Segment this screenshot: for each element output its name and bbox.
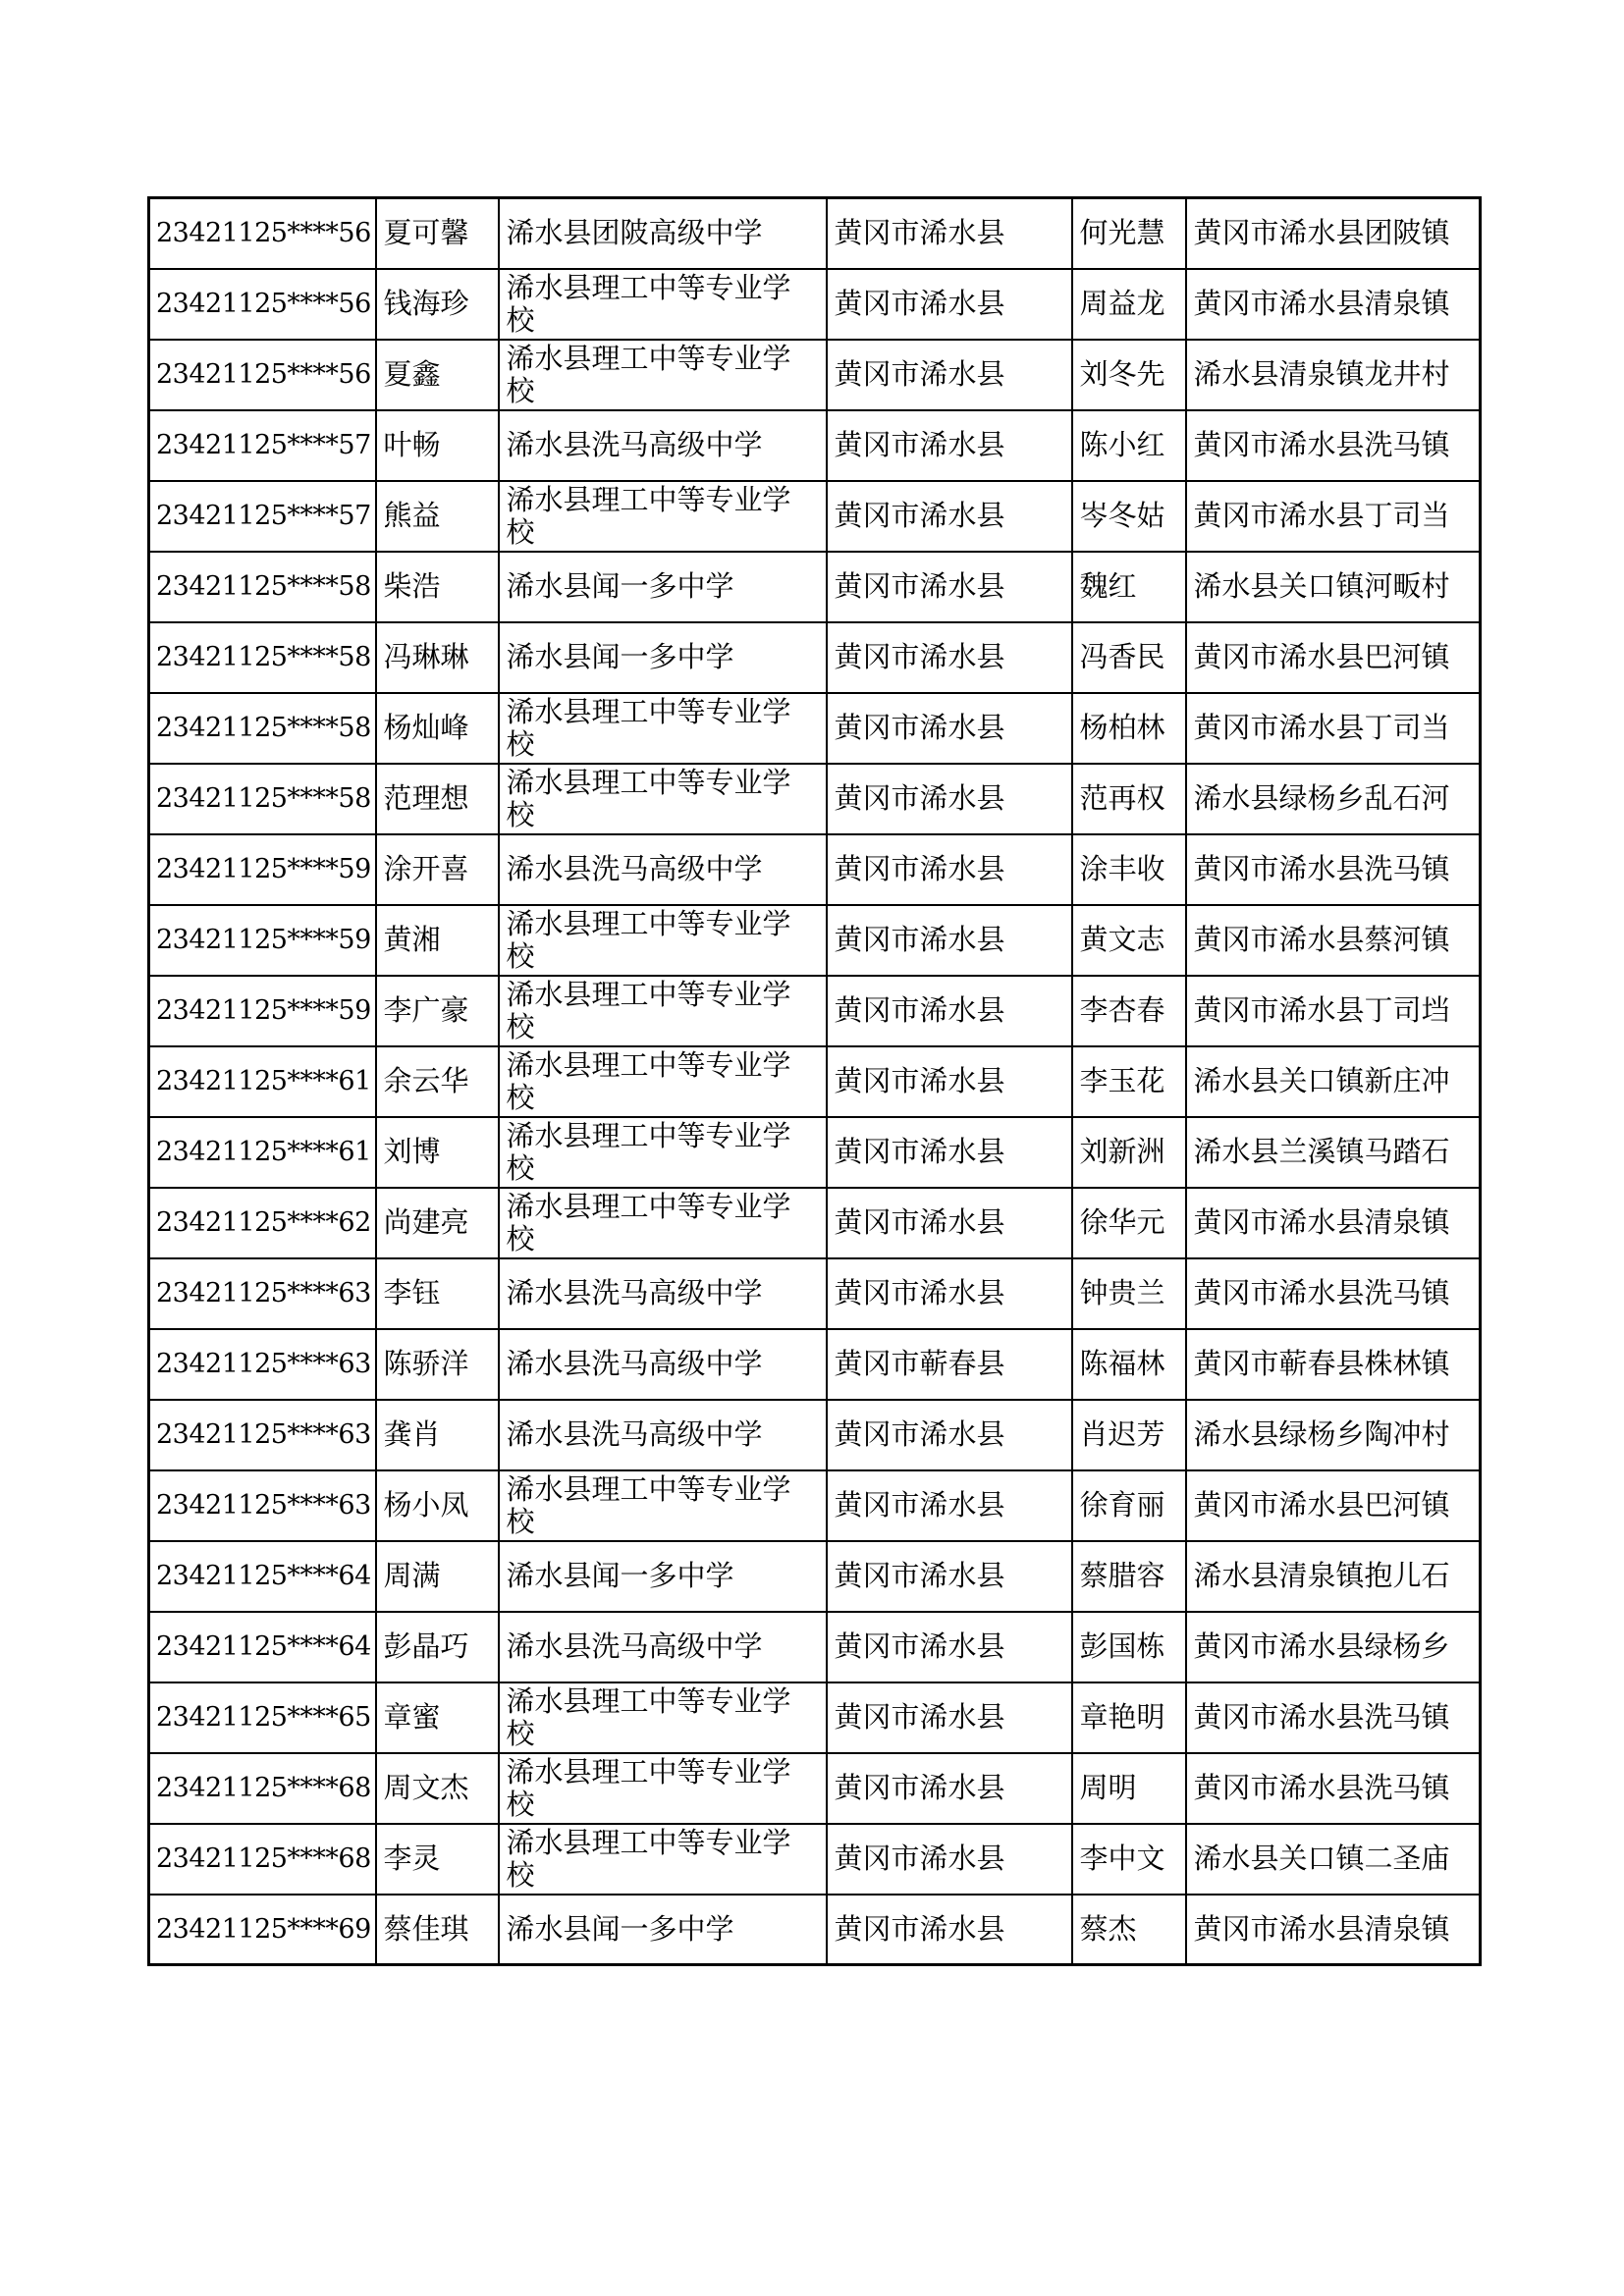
guardian-name-cell: 徐华元 <box>1072 1188 1186 1258</box>
table-row <box>149 976 1481 1046</box>
school-cell: 浠水县理工中等专业学校 <box>499 1117 827 1188</box>
guardian-name-cell: 陈福林 <box>1072 1329 1186 1400</box>
table-row <box>149 1753 1481 1824</box>
guardian-name-cell: 冯香民 <box>1072 622 1186 693</box>
id-number-cell: 23421125****59 <box>149 905 376 976</box>
student-name-cell: 李广豪 <box>376 976 499 1046</box>
id-number-cell: 23421125****63 <box>149 1400 376 1470</box>
table-row <box>149 1612 1481 1682</box>
school-cell: 浠水县闻一多中学 <box>499 552 827 622</box>
address-cell: 黄冈市浠水县清泉镇 <box>1186 1895 1481 1965</box>
student-name-cell: 蔡佳琪 <box>376 1895 499 1965</box>
region-cell: 黄冈市浠水县 <box>827 1682 1072 1753</box>
id-number-cell: 23421125****64 <box>149 1541 376 1612</box>
id-number-cell: 23421125****56 <box>149 269 376 340</box>
school-cell: 浠水县洗马高级中学 <box>499 1612 827 1682</box>
id-number-cell: 23421125****59 <box>149 976 376 1046</box>
student-name-cell: 李灵 <box>376 1824 499 1895</box>
address-cell: 黄冈市蕲春县株林镇 <box>1186 1329 1481 1400</box>
region-cell: 黄冈市浠水县 <box>827 1895 1072 1965</box>
region-cell: 黄冈市浠水县 <box>827 1258 1072 1329</box>
student-name-cell: 冯琳琳 <box>376 622 499 693</box>
student-name-cell: 范理想 <box>376 764 499 834</box>
region-cell: 黄冈市浠水县 <box>827 693 1072 764</box>
school-cell: 浠水县理工中等专业学校 <box>499 1682 827 1753</box>
table-row <box>149 198 1481 269</box>
guardian-name-cell: 周益龙 <box>1072 269 1186 340</box>
student-name-cell: 黄湘 <box>376 905 499 976</box>
id-number-cell: 23421125****58 <box>149 622 376 693</box>
id-number-cell: 23421125****69 <box>149 1895 376 1965</box>
school-cell: 浠水县闻一多中学 <box>499 622 827 693</box>
id-number-cell: 23421125****58 <box>149 693 376 764</box>
address-cell: 黄冈市浠水县清泉镇 <box>1186 1188 1481 1258</box>
address-cell: 黄冈市浠水县洗马镇 <box>1186 1753 1481 1824</box>
table-row <box>149 1046 1481 1117</box>
address-cell: 黄冈市浠水县蔡河镇 <box>1186 905 1481 976</box>
school-cell: 浠水县洗马高级中学 <box>499 1400 827 1470</box>
guardian-name-cell: 蔡杰 <box>1072 1895 1186 1965</box>
student-name-cell: 涂开喜 <box>376 834 499 905</box>
student-name-cell: 彭晶巧 <box>376 1612 499 1682</box>
region-cell: 黄冈市浠水县 <box>827 1046 1072 1117</box>
id-number-cell: 23421125****57 <box>149 481 376 552</box>
region-cell: 黄冈市浠水县 <box>827 834 1072 905</box>
id-number-cell: 23421125****65 <box>149 1682 376 1753</box>
student-name-cell: 尚建亮 <box>376 1188 499 1258</box>
student-name-cell: 杨灿峰 <box>376 693 499 764</box>
id-number-cell: 23421125****58 <box>149 552 376 622</box>
table-row <box>149 1470 1481 1541</box>
guardian-name-cell: 杨柏林 <box>1072 693 1186 764</box>
table-row <box>149 481 1481 552</box>
school-cell: 浠水县理工中等专业学校 <box>499 1824 827 1895</box>
guardian-name-cell: 何光慧 <box>1072 198 1186 269</box>
student-table-body <box>149 198 1481 1965</box>
address-cell: 黄冈市浠水县清泉镇 <box>1186 269 1481 340</box>
guardian-name-cell: 肖迟芳 <box>1072 1400 1186 1470</box>
student-name-cell: 余云华 <box>376 1046 499 1117</box>
id-number-cell: 23421125****61 <box>149 1117 376 1188</box>
guardian-name-cell: 刘冬先 <box>1072 340 1186 410</box>
school-cell: 浠水县理工中等专业学校 <box>499 481 827 552</box>
region-cell: 黄冈市浠水县 <box>827 1541 1072 1612</box>
table-row <box>149 1329 1481 1400</box>
id-number-cell: 23421125****56 <box>149 340 376 410</box>
table-row <box>149 834 1481 905</box>
region-cell: 黄冈市浠水县 <box>827 481 1072 552</box>
school-cell: 浠水县洗马高级中学 <box>499 410 827 481</box>
school-cell: 浠水县闻一多中学 <box>499 1541 827 1612</box>
region-cell: 黄冈市浠水县 <box>827 976 1072 1046</box>
address-cell: 黄冈市浠水县洗马镇 <box>1186 1682 1481 1753</box>
id-number-cell: 23421125****57 <box>149 410 376 481</box>
table-row <box>149 1895 1481 1965</box>
student-name-cell: 叶畅 <box>376 410 499 481</box>
guardian-name-cell: 周明 <box>1072 1753 1186 1824</box>
table-row <box>149 1682 1481 1753</box>
address-cell: 浠水县兰溪镇马踏石 <box>1186 1117 1481 1188</box>
guardian-name-cell: 章艳明 <box>1072 1682 1186 1753</box>
address-cell: 黄冈市浠水县巴河镇 <box>1186 622 1481 693</box>
table-row <box>149 1541 1481 1612</box>
student-name-cell: 李钰 <box>376 1258 499 1329</box>
region-cell: 黄冈市蕲春县 <box>827 1329 1072 1400</box>
id-number-cell: 23421125****68 <box>149 1824 376 1895</box>
student-name-cell: 周文杰 <box>376 1753 499 1824</box>
region-cell: 黄冈市浠水县 <box>827 410 1072 481</box>
region-cell: 黄冈市浠水县 <box>827 764 1072 834</box>
region-cell: 黄冈市浠水县 <box>827 905 1072 976</box>
region-cell: 黄冈市浠水县 <box>827 269 1072 340</box>
guardian-name-cell: 李中文 <box>1072 1824 1186 1895</box>
table-row <box>149 905 1481 976</box>
student-name-cell: 钱海珍 <box>376 269 499 340</box>
school-cell: 浠水县理工中等专业学校 <box>499 1188 827 1258</box>
region-cell: 黄冈市浠水县 <box>827 622 1072 693</box>
guardian-name-cell: 岑冬姑 <box>1072 481 1186 552</box>
table-row <box>149 1400 1481 1470</box>
id-number-cell: 23421125****59 <box>149 834 376 905</box>
student-name-cell: 陈骄洋 <box>376 1329 499 1400</box>
id-number-cell: 23421125****61 <box>149 1046 376 1117</box>
guardian-name-cell: 魏红 <box>1072 552 1186 622</box>
region-cell: 黄冈市浠水县 <box>827 1824 1072 1895</box>
guardian-name-cell: 李玉花 <box>1072 1046 1186 1117</box>
school-cell: 浠水县理工中等专业学校 <box>499 764 827 834</box>
table-row <box>149 1188 1481 1258</box>
region-cell: 黄冈市浠水县 <box>827 1188 1072 1258</box>
id-number-cell: 23421125****63 <box>149 1470 376 1541</box>
id-number-cell: 23421125****63 <box>149 1258 376 1329</box>
school-cell: 浠水县理工中等专业学校 <box>499 269 827 340</box>
address-cell: 浠水县清泉镇抱儿石 <box>1186 1541 1481 1612</box>
address-cell: 黄冈市浠水县洗马镇 <box>1186 834 1481 905</box>
address-cell: 黄冈市浠水县丁司垱 <box>1186 976 1481 1046</box>
address-cell: 黄冈市浠水县团陂镇 <box>1186 198 1481 269</box>
id-number-cell: 23421125****68 <box>149 1753 376 1824</box>
id-number-cell: 23421125****64 <box>149 1612 376 1682</box>
region-cell: 黄冈市浠水县 <box>827 1400 1072 1470</box>
table-row <box>149 764 1481 834</box>
guardian-name-cell: 钟贵兰 <box>1072 1258 1186 1329</box>
student-name-cell: 夏鑫 <box>376 340 499 410</box>
address-cell: 浠水县关口镇新庄冲 <box>1186 1046 1481 1117</box>
student-name-cell: 刘博 <box>376 1117 499 1188</box>
table-row <box>149 622 1481 693</box>
table-row <box>149 410 1481 481</box>
guardian-name-cell: 涂丰收 <box>1072 834 1186 905</box>
address-cell: 浠水县绿杨乡陶冲村 <box>1186 1400 1481 1470</box>
address-cell: 黄冈市浠水县丁司当 <box>1186 693 1481 764</box>
school-cell: 浠水县理工中等专业学校 <box>499 1753 827 1824</box>
guardian-name-cell: 徐育丽 <box>1072 1470 1186 1541</box>
guardian-name-cell: 蔡腊容 <box>1072 1541 1186 1612</box>
id-number-cell: 23421125****63 <box>149 1329 376 1400</box>
school-cell: 浠水县理工中等专业学校 <box>499 976 827 1046</box>
region-cell: 黄冈市浠水县 <box>827 340 1072 410</box>
school-cell: 浠水县闻一多中学 <box>499 1895 827 1965</box>
address-cell: 浠水县绿杨乡乱石河 <box>1186 764 1481 834</box>
school-cell: 浠水县理工中等专业学校 <box>499 1470 827 1541</box>
student-name-cell: 杨小凤 <box>376 1470 499 1541</box>
student-name-cell: 夏可馨 <box>376 198 499 269</box>
school-cell: 浠水县洗马高级中学 <box>499 1258 827 1329</box>
address-cell: 浠水县关口镇河畈村 <box>1186 552 1481 622</box>
school-cell: 浠水县洗马高级中学 <box>499 834 827 905</box>
address-cell: 黄冈市浠水县洗马镇 <box>1186 410 1481 481</box>
school-cell: 浠水县理工中等专业学校 <box>499 905 827 976</box>
region-cell: 黄冈市浠水县 <box>827 1612 1072 1682</box>
student-name-cell: 龚肖 <box>376 1400 499 1470</box>
region-cell: 黄冈市浠水县 <box>827 198 1072 269</box>
school-cell: 浠水县理工中等专业学校 <box>499 1046 827 1117</box>
school-cell: 浠水县理工中等专业学校 <box>499 340 827 410</box>
address-cell: 黄冈市浠水县丁司当 <box>1186 481 1481 552</box>
school-cell: 浠水县理工中等专业学校 <box>499 693 827 764</box>
guardian-name-cell: 李杏春 <box>1072 976 1186 1046</box>
guardian-name-cell: 彭国栋 <box>1072 1612 1186 1682</box>
student-name-cell: 周满 <box>376 1541 499 1612</box>
guardian-name-cell: 范再权 <box>1072 764 1186 834</box>
guardian-name-cell: 黄文志 <box>1072 905 1186 976</box>
address-cell: 黄冈市浠水县洗马镇 <box>1186 1258 1481 1329</box>
table-row <box>149 340 1481 410</box>
student-table <box>147 196 1482 1966</box>
student-name-cell: 章蜜 <box>376 1682 499 1753</box>
guardian-name-cell: 陈小红 <box>1072 410 1186 481</box>
address-cell: 黄冈市浠水县巴河镇 <box>1186 1470 1481 1541</box>
region-cell: 黄冈市浠水县 <box>827 552 1072 622</box>
student-name-cell: 柴浩 <box>376 552 499 622</box>
id-number-cell: 23421125****56 <box>149 198 376 269</box>
address-cell: 黄冈市浠水县绿杨乡 <box>1186 1612 1481 1682</box>
id-number-cell: 23421125****62 <box>149 1188 376 1258</box>
table-row <box>149 552 1481 622</box>
table-row <box>149 1117 1481 1188</box>
region-cell: 黄冈市浠水县 <box>827 1470 1072 1541</box>
school-cell: 浠水县洗马高级中学 <box>499 1329 827 1400</box>
address-cell: 浠水县关口镇二圣庙 <box>1186 1824 1481 1895</box>
guardian-name-cell: 刘新洲 <box>1072 1117 1186 1188</box>
address-cell: 浠水县清泉镇龙井村 <box>1186 340 1481 410</box>
region-cell: 黄冈市浠水县 <box>827 1753 1072 1824</box>
school-cell: 浠水县团陂高级中学 <box>499 198 827 269</box>
table-row <box>149 269 1481 340</box>
table-row <box>149 1824 1481 1895</box>
region-cell: 黄冈市浠水县 <box>827 1117 1072 1188</box>
id-number-cell: 23421125****58 <box>149 764 376 834</box>
student-name-cell: 熊益 <box>376 481 499 552</box>
table-row <box>149 1258 1481 1329</box>
table-row <box>149 693 1481 764</box>
